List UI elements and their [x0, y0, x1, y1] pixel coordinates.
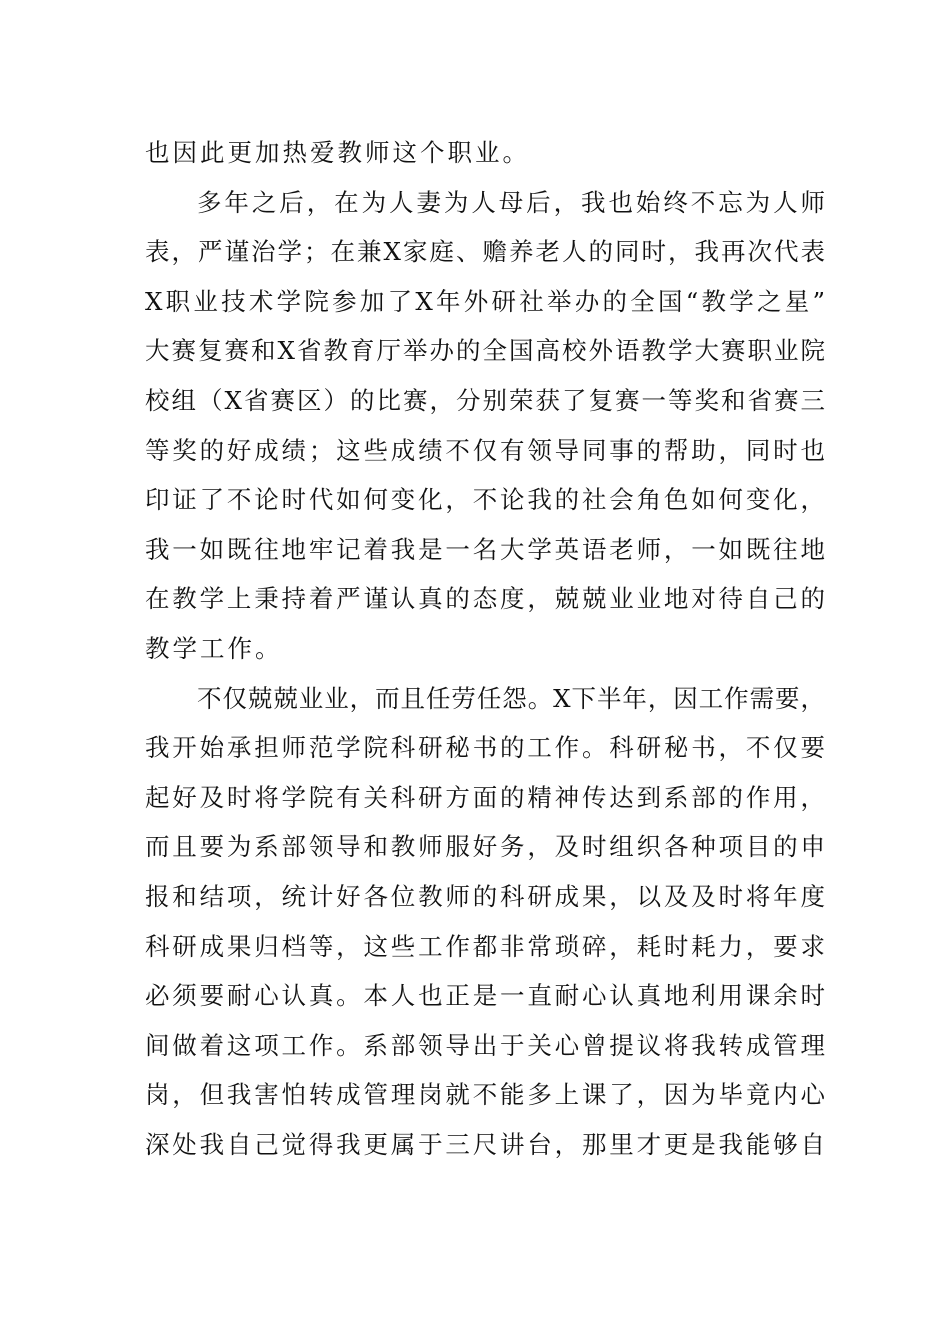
text-line: 校组（X省赛区）的比赛，分别荣获了复赛一等奖和省赛三 [145, 385, 825, 415]
text-line: 我开始承担师范学院科研秘书的工作。科研秘书，不仅要 [145, 733, 825, 763]
text-line: 报和结项，统计好各位教师的科研成果，以及及时将年度 [145, 881, 825, 911]
text-line: 表，严谨治学；在兼X家庭、赡养老人的同时，我再次代表 [145, 237, 825, 267]
text-line: 在教学上秉持着严谨认真的态度，兢兢业业地对待自己的 [145, 584, 825, 614]
text-line: 必须要耐心认真。本人也正是一直耐心认真地利用课余时 [145, 981, 825, 1011]
text-line: 间做着这项工作。系部领导出于关心曾提议将我转成管理 [145, 1030, 825, 1060]
text-line: 我一如既往地牢记着我是一名大学英语老师，一如既往地 [145, 534, 825, 564]
text-line: 也因此更加热爱教师这个职业。 [145, 138, 530, 167]
text-line: 印证了不论时代如何变化，不论我的社会角色如何变化， [145, 485, 825, 515]
text-line: 岗，但我害怕转成管理岗就不能多上课了，因为毕竟内心 [145, 1080, 825, 1110]
text-line: 起好及时将学院有关科研方面的精神传达到系部的作用， [145, 782, 825, 812]
text-line: 而且要为系部领导和教师服好务，及时组织各种项目的申 [145, 832, 825, 862]
text-line: X职业技术学院参加了X年外研社举办的全国“教学之星” [145, 286, 825, 316]
text-line: 深处我自己觉得我更属于三尺讲台，那里才更是我能够自 [145, 1129, 825, 1159]
paragraph-first-line: 不仅兢兢业业，而且任劳任怨。X下半年，因工作需要， [197, 683, 825, 713]
paragraph-first-line: 多年之后，在为人妻为人母后，我也始终不忘为人师 [197, 187, 825, 217]
text-line: 教学工作。 [145, 633, 283, 663]
text-line: 大赛复赛和X省教育厅举办的全国高校外语教学大赛职业院 [145, 336, 825, 366]
body-text [145, 128, 825, 1169]
text-line: 等奖的好成绩；这些成绩不仅有领导同事的帮助，同时也 [145, 435, 825, 465]
text-line: 科研成果归档等，这些工作都非常琐碎，耗时耗力，要求 [145, 931, 825, 961]
